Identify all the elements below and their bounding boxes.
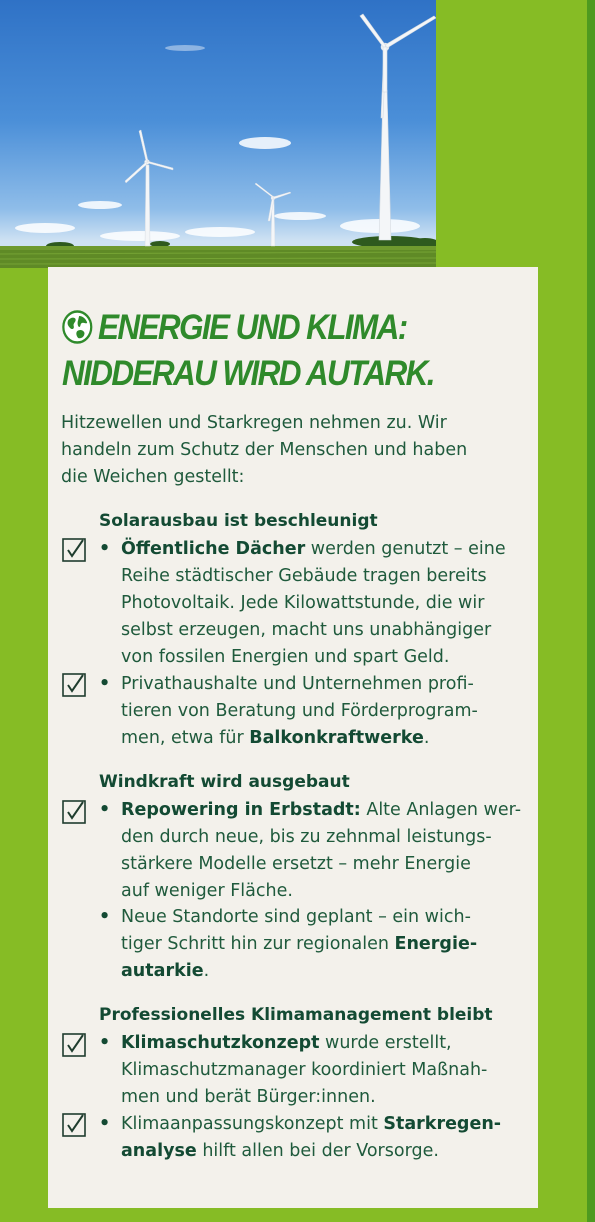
checkbox-checked-icon: [62, 1033, 86, 1057]
title-line-1: [62, 305, 485, 351]
bullet: •: [99, 800, 111, 820]
list-item: • Klimaschutzkonzept wurde erstellt, Klimaschutzmanager koordiniert Maßnah- men und berät Bürger:innen.: [99, 1030, 539, 1111]
bullet: •: [99, 1114, 111, 1134]
list-item: • Privathaushalte und Unternehmen profi- tieren von Beratung und Förderprogram- men, etwa für Balkonkraftwerke.: [99, 671, 539, 752]
section-heading-klimamanagement: Professionelles Klimamanagement bleibt: [99, 1005, 493, 1025]
globe-icon: [62, 310, 93, 344]
bullet: •: [99, 907, 111, 927]
intro-line: Hitzewellen und Starkregen nehmen zu. Wir: [61, 413, 447, 433]
section-heading-wind: Windkraft wird ausgebaut: [99, 772, 350, 792]
checkbox-checked-icon: [62, 800, 86, 824]
list-item: • Öffentliche Dächer werden genutzt – eine Reihe städtischer Gebäude tragen bereits Photovoltaik. Jede Kilowattstunde, die wir selbst erzeugen, macht uns unabhängiger von fossilen Energien und spart Geld.: [99, 536, 539, 671]
checkbox-checked-icon: [62, 673, 86, 697]
list-item: • Klimaanpassungskonzept mit Starkregen- analyse hilft allen bei der Vorsorge.: [99, 1111, 539, 1165]
title-text-1: ENERGIE UND KLIMA:: [98, 308, 407, 347]
section-heading-solar: Solarausbau ist beschleunigt: [99, 511, 378, 531]
checkbox-checked-icon: [62, 538, 86, 562]
intro-line: handeln zum Schutz der Menschen und haben: [61, 440, 468, 460]
wind-turbine-large: [360, 14, 436, 240]
wind-turbines-photo: [0, 0, 436, 268]
page-title: [62, 305, 485, 397]
bullet: •: [99, 674, 111, 694]
intro-paragraph: [61, 410, 511, 491]
title-line-2: NIDDERAU WIRD AUTARK.: [62, 354, 434, 393]
bullet: •: [99, 1033, 111, 1053]
wind-turbine-medium: [125, 130, 173, 246]
list-item: • Neue Standorte sind geplant – ein wich- tiger Schritt hin zur regionalen Energie- autarkie.: [99, 904, 539, 985]
bullet: •: [99, 539, 111, 559]
list-item: • Repowering in Erbstadt: Alte Anlagen wer- den durch neue, bis zu zehnmal leistungs- stärkere Modelle ersetzt – mehr Energie auf weniger Fläche.: [99, 797, 539, 905]
checkbox-checked-icon: [62, 1113, 86, 1137]
right-edge-stripe: [587, 0, 595, 1222]
intro-line: die Weichen gestellt:: [61, 467, 245, 487]
